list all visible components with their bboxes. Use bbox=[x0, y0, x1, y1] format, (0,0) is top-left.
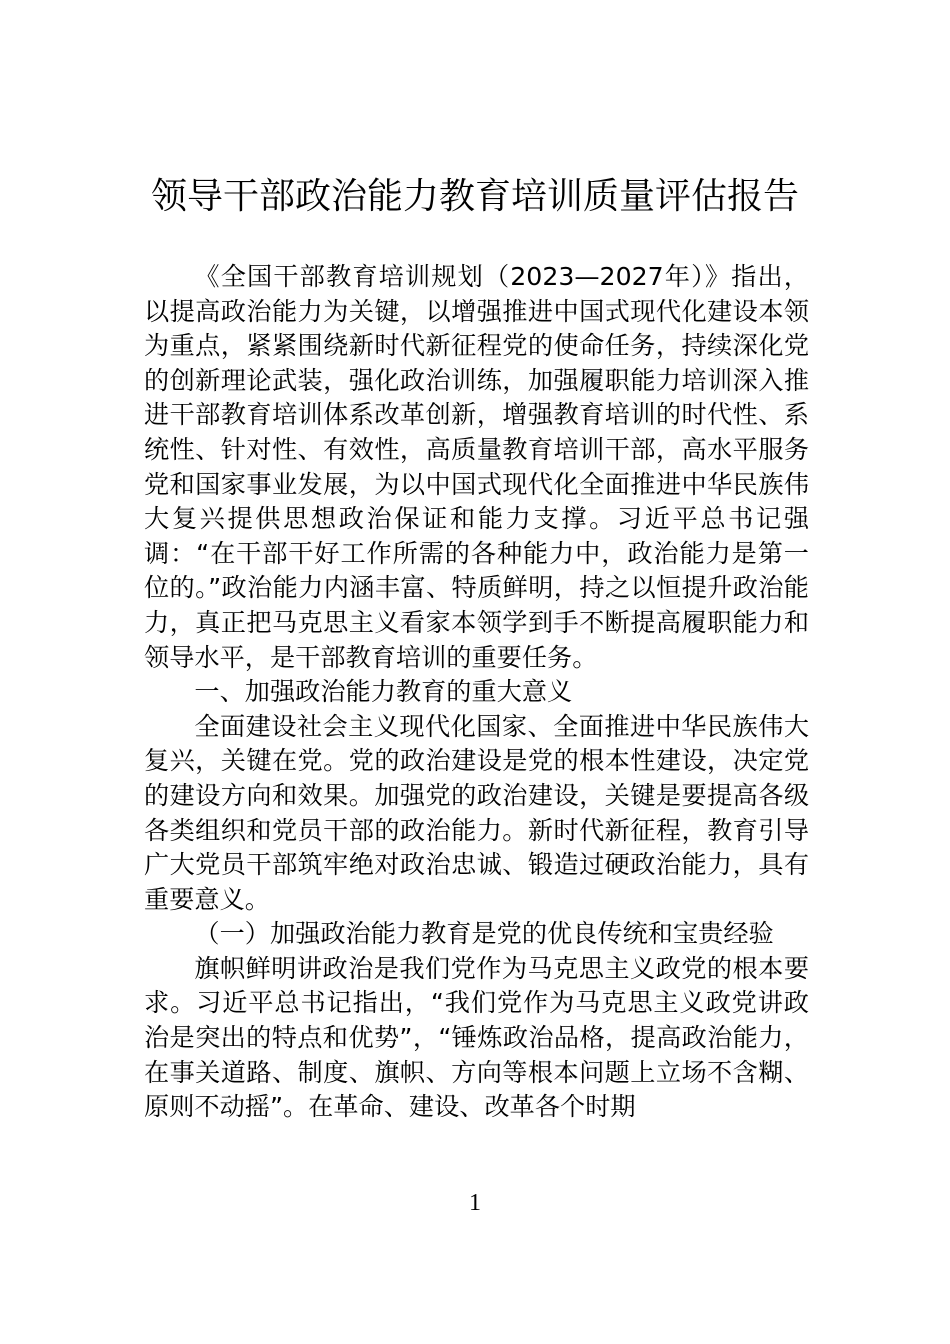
document-title: 领导干部政治能力教育培训质量评估报告 bbox=[150, 176, 799, 217]
subsection-heading-1: （一）加强政治能力教育是党的优良传统和宝贵经验 bbox=[194, 919, 774, 949]
page-number: 1 bbox=[469, 1190, 481, 1216]
intro-paragraph: 《全国干部教育培训规划（2023—2027年）》指出，以提高政治能力为关键，以增强推进中国式现代化建设本领为重点，紧紧围绕新时代新征程党的使命任务，持续深化党的创新理论武装，强化政治训练，加强履职能力培训深入推进干部教育培训体系改革创新，增强教育培训的时代性、系统性、针对性、有效性，高质量教育培训干部，高水平服务党和国家事业发展，为以中国式现代化全面推进中华民族伟大复兴提供思想政治保证和能力支撑。习近平总书记强调：“在干部干好工作所需的各种能力中，政治能力是第一位的。”政治能力内涵丰富、特质鲜明，持之以恒提升政治能力，真正把马克思主义看家本领学到手不断提高履职能力和领导水平，是干部教育培训的重要任务。 bbox=[144, 262, 809, 672]
document-body bbox=[144, 260, 809, 1125]
subsection-1-paragraph: 旗帜鲜明讲政治是我们党作为马克思主义政党的根本要求。习近平总书记指出，“我们党作为马克思主义政党讲政治是突出的特点和优势”，“锤炼政治品格，提高政治能力，在事关道路、制度、旗帜、方向等根本问题上立场不含糊、原则不动摇”。在革命、建设、改革各个时期 bbox=[144, 953, 809, 1122]
section-heading-1: 一、加强政治能力教育的重大意义 bbox=[194, 677, 573, 707]
section-1-paragraph: 全面建设社会主义现代化国家、全面推进中华民族伟大复兴，关键在党。党的政治建设是党的根本性建设，决定党的建设方向和效果。加强党的政治建设，关键是要提高各级各类组织和党员干部的政治能力。新时代新征程，教育引导广大党员干部筑牢绝对政治忠诚、锻造过硬政治能力，具有重要意义。 bbox=[144, 711, 809, 914]
